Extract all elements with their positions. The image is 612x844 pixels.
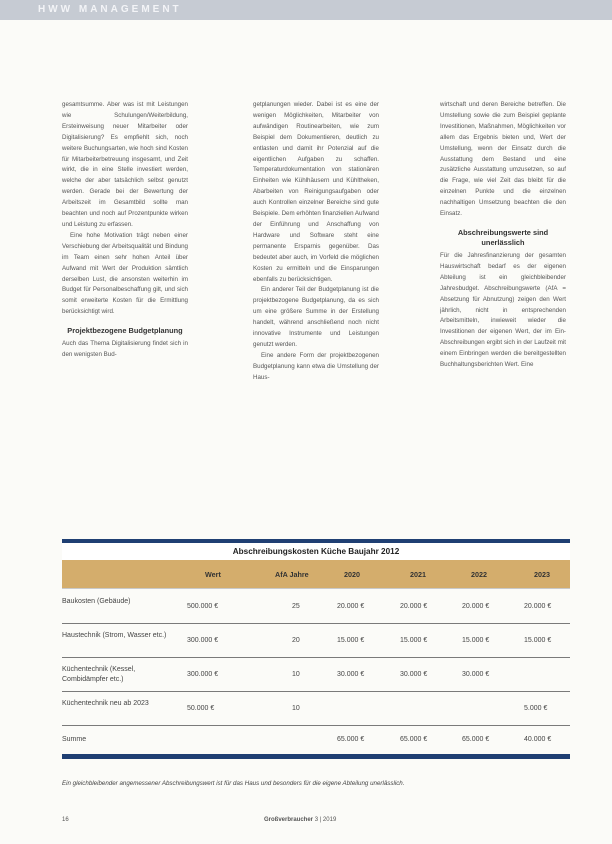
paragraph: Ein anderer Teil der Budgetplanung ist die projektbezogene Budgetplanung, da es sich um eine größere Summe in der Erstellung handelt, während anschließend noch nicht innovative Instrumente und Leistungen genutzt werden. [253,286,379,348]
table-bottom-rule [62,754,570,759]
cell-2023: 5.000 € [524,705,548,712]
table-row [62,624,570,658]
cell-2021: 65.000 € [400,736,428,743]
cell-2023: 20.000 € [524,603,552,610]
cell-2023: 40.000 € [524,736,552,743]
cell-wert: 500.000 € [187,603,219,610]
cell-2020: 65.000 € [337,736,365,743]
cell-2020: 30.000 € [337,671,365,678]
row-label: Baukosten (Gebäude) [62,598,131,605]
text-column-1 [62,100,188,500]
paragraph: getplanungen wieder. Dabei ist es eine der wenigen Möglichkeiten, Mitarbeiter von aufwändigen Routinearbeiten, wie zum Beispiel dem Dokumentieren, deutlich zu entlasten und damit ihr Potenzial auf die eigentlichen Aufgaben zu schaffen. Temperaturdokumentation von stationären Einheiten wie Kühlhäusern und Kühltheken, Abarbeiten von Reinigungsaufgaben oder auch Kontrollen einzelner Bereiche sind gute Beispiele. Dem erhöhten finanziellen Aufwand der Einführung und Anschaffung von Hardware und Software steht eine permanente Ersparnis gegenüber. Das bedeutet aber auch, im Vorfeld die möglichen Kosten zu ermitteln und die Einsparungen ebenfalls zu berücksichtigen. [253,101,379,283]
cell-afa: 25 [292,603,300,610]
paragraph: wirtschaft und deren Bereiche betreffen. Die Umstellung sowie die zum Beispiel geplante Investitionen, Maßnahmen, Möglichkeiten vor allem das Ergebnis bieten und, Wert der Umstellung, wenn der Einsatz durch die Ausstattung dem Bestand und eine zusätzliche Ausstattung umzusetzen, so auf die Frage, wie viel Zeit das bleibt für die einzelnen Punkte und die einzelnen nachhaltigen Umsetzung beachten die den Einsatz. [440,101,566,218]
page-number: 16 [62,817,69,823]
section-header-bar [0,0,612,20]
row-label: Summe [62,736,87,743]
cell-wert: 300.000 € [187,637,219,644]
table-row [62,692,570,726]
cell-2023: 15.000 € [524,637,552,644]
depreciation-table [62,539,570,759]
paragraph: gesamtsumme. Aber was ist mit Leistungen wie Schulungen/Weiterbildung, Ersteinweisung neuer Mitarbeiter oder Digitalisierung? Es empfiehlt sich, noch weitere Buchungsarten, wie hoch sind Kosten für Mitarbeiterbetreuung insgesamt, und Zeit wirkt, die in eine Stelle investiert werden, welche der aber tatsächlich selbst genutzt werden. Gerade bei der Bewertung der Arbeitszeit im Gesamtbild sollte man beachten und noch auf Prozentpunkte wirken und Leistung zu erfassen. [62,101,188,228]
table-title: Abschreibungskosten Küche Baujahr 2012 [62,543,570,560]
section-label: HWW MANAGEMENT [38,4,182,15]
table-footnote: Ein gleichbleibender angemessener Abschreibungswert ist für das Haus und besonders für die eigene Abteilung unerlässlich. [62,780,405,787]
magazine-name [264,817,336,823]
cell-2022: 15.000 € [462,637,490,644]
table-header-row [62,560,570,589]
row-label: Küchentechnik neu ab 2023 [62,700,149,707]
cell-afa: 10 [292,671,300,678]
paragraph: Für die Jahresfinanzierung der gesamten Hauswirtschaft bedarf es der eigenen Abteilung ist ein gleichbleibender Jahresbudget. Abschreibungswerte (AfA = Absetzung für Abnutzung) zeigen den Wert jährlich, nicht in entsprechenden Arbeitsmitteln, inwieweit wieder die Investitionen der eigenen Wert, der im Ein-Abschreibungen ergibt sich in der Laufzeit mit einem Einbringen werden die bereitgestellten Buchhaltungsberichten Wert. Eine [440,251,566,369]
paragraph: Eine hohe Motivation trägt neben einer Verschiebung der Arbeitsqualität und Bindung im Team einen sehr hohen Anteil über Aufwand mit Wert der Produktion sämtlich derselben Lust, die ansonsten weiterhin im Budget für Personalbeschaffung gilt, und sich somit erweiterte Kosten für die Ermittlung berücksichtigt wird. [62,231,188,316]
text-column-3 [440,100,566,500]
paragraph: Auch das Thema Digitalisierung findet sich in den wenigsten Bud- [62,339,188,358]
cell-afa: 20 [292,637,300,644]
magazine-title: Großverbraucher [264,817,314,823]
row-label: Haustechnik (Strom, Wasser etc.) [62,632,167,639]
cell-2020: 15.000 € [337,637,365,644]
cell-2022: 30.000 € [462,671,490,678]
header-wert: Wert [205,570,221,579]
subheading: Projektbezogene Budgetplanung [67,326,183,336]
table-row [62,589,570,624]
table-sum-row [62,726,570,754]
cell-2022: 20.000 € [462,603,490,610]
page-footer [62,817,542,829]
header-2023: 2023 [534,570,550,579]
cell-wert: 300.000 € [187,671,219,678]
issue-info: 3 | 2019 [313,817,337,823]
cell-afa: 10 [292,705,300,712]
header-2022: 2022 [471,570,487,579]
cell-2021: 30.000 € [400,671,428,678]
row-label: Küchentechnik (Kessel, Combidämpfer etc.) [62,666,136,683]
header-2020: 2020 [344,570,360,579]
table-row [62,658,570,692]
header-2021: 2021 [410,570,426,579]
text-column-2 [253,100,379,500]
cell-2021: 20.000 € [400,603,428,610]
cell-2021: 15.000 € [400,637,428,644]
paragraph: Eine andere Form der projektbezogenen Budgetplanung kann etwa die Umstellung der Haus- [253,351,379,381]
cell-2020: 20.000 € [337,603,365,610]
cell-wert: 50.000 € [187,705,215,712]
cell-2022: 65.000 € [462,736,490,743]
header-afa-jahre: AfA Jahre [275,570,309,579]
subheading: Abschreibungswerte sind unerlässlich [457,227,549,248]
